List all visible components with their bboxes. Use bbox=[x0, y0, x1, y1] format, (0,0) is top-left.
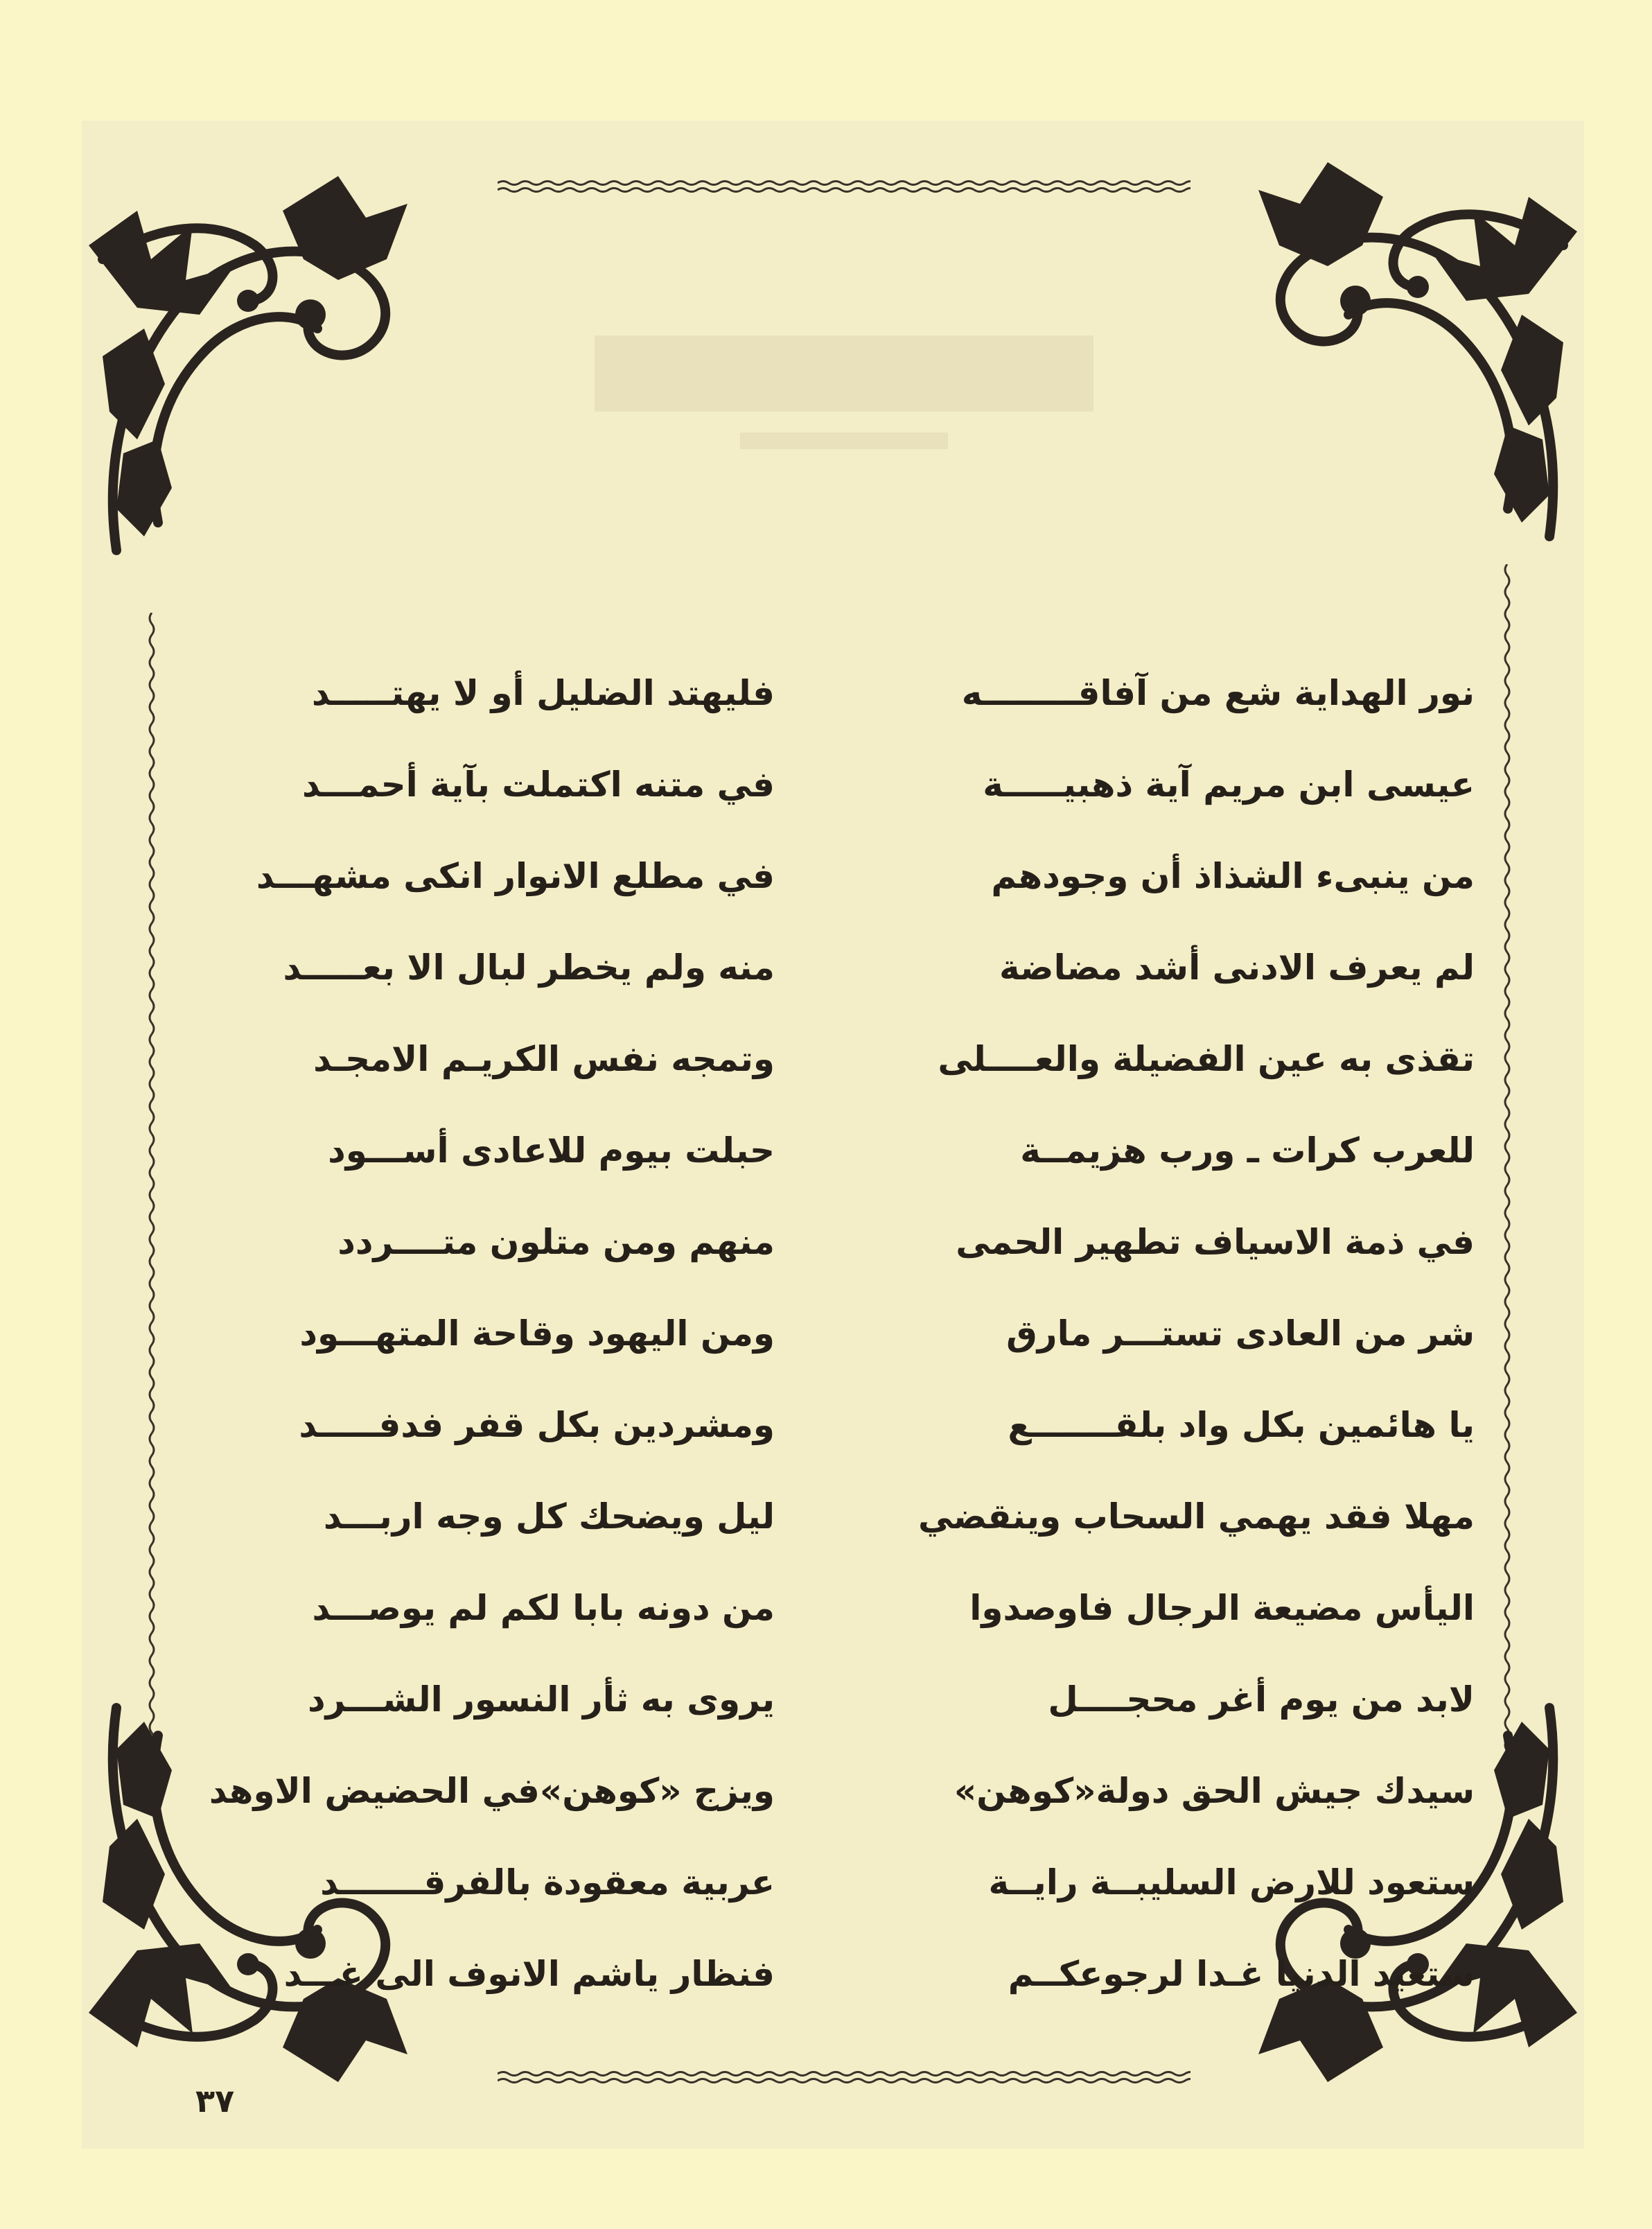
verse-line bbox=[328, 1105, 1475, 1196]
first-hemistich: اليأس مضيعة الرجال فاوصدوا bbox=[969, 1588, 1475, 1628]
verse-line bbox=[308, 1654, 1475, 1745]
verse-line bbox=[299, 1379, 1475, 1471]
verse-line bbox=[312, 1562, 1475, 1654]
first-hemistich: ستعود للارض السليبــة رايــة bbox=[988, 1862, 1475, 1903]
top-wavy-border bbox=[498, 176, 1190, 197]
right-wavy-border bbox=[1497, 564, 1518, 1756]
show-through-shape bbox=[567, 308, 1121, 467]
first-hemistich: من ينبىء الشذاذ أن وجودهم bbox=[991, 856, 1475, 896]
page-number: ٣٧ bbox=[195, 2082, 235, 2119]
verse-line bbox=[209, 1745, 1475, 1837]
verse-line bbox=[320, 1837, 1475, 1928]
second-hemistich: وتمجه نفس الكريـم الامجـد bbox=[313, 1039, 775, 1079]
verse-line bbox=[311, 647, 1475, 739]
second-hemistich: من دونه بابا لكم لم يوصـــد bbox=[312, 1588, 775, 1628]
first-hemistich: لم يعرف الادنى أشد مضاضة bbox=[999, 947, 1475, 988]
first-hemistich: شر من العادى تستـــر مارق bbox=[1006, 1313, 1475, 1354]
second-hemistich: منهم ومن متلون متــــردد bbox=[337, 1222, 775, 1262]
verse-line bbox=[283, 922, 1475, 1013]
second-hemistich: فليهتد الضليل أو لا يهتـــــد bbox=[311, 673, 775, 713]
second-hemistich: في مطلع الانوار انكى مشهـــد bbox=[256, 856, 775, 896]
first-hemistich: يا هائمين بكل واد بلقـــــــع bbox=[1008, 1405, 1475, 1445]
second-hemistich: يروى به ثأر النسور الشـــرد bbox=[308, 1679, 775, 1720]
verse-line bbox=[337, 1196, 1475, 1288]
second-hemistich: عربية معقودة بالفرقـــــــد bbox=[320, 1862, 775, 1903]
first-hemistich: ستعيد الدنيا غـدا لرجوعكــم bbox=[1008, 1954, 1475, 1994]
bottom-wavy-border bbox=[498, 2067, 1190, 2088]
book-page bbox=[82, 121, 1584, 2149]
verse-line bbox=[299, 1288, 1475, 1379]
second-hemistich: ويزج «كوهن»في الحضيض الاوهد bbox=[209, 1771, 775, 1811]
top-left-floral-ornament bbox=[75, 162, 435, 592]
poem bbox=[209, 647, 1475, 2034]
second-hemistich: ومن اليهود وقاحة المتهـــود bbox=[299, 1313, 775, 1354]
first-hemistich: لابد من يوم أغر محجــــل bbox=[1048, 1679, 1475, 1720]
first-hemistich: عيسى ابن مريم آية ذهبيـــــة bbox=[983, 764, 1475, 805]
verse-line bbox=[323, 1471, 1475, 1562]
second-hemistich: ليل ويضحك كل وجه اربـــد bbox=[323, 1496, 775, 1537]
first-hemistich: تقذى به عين الفضيلة والعــــلى bbox=[938, 1039, 1475, 1079]
first-hemistich: نور الهداية شع من آفاقــــــــه bbox=[961, 673, 1475, 713]
first-hemistich: سيدك جيش الحق دولة«كوهن» bbox=[954, 1771, 1475, 1811]
verse-line bbox=[283, 1928, 1475, 2020]
first-hemistich: للعرب كرات ـ ورب هزيمــة bbox=[1020, 1130, 1475, 1171]
second-hemistich: حبلت بيوم للاعادى أســـود bbox=[328, 1130, 775, 1171]
left-wavy-border bbox=[141, 613, 162, 1756]
first-hemistich: في ذمة الاسياف تطهير الحمى bbox=[956, 1222, 1475, 1262]
second-hemistich: منه ولم يخطر لبال الا بعـــــد bbox=[283, 947, 775, 988]
verse-line bbox=[301, 739, 1475, 830]
first-hemistich: مهلا فقد يهمي السحاب وينقضي bbox=[917, 1496, 1475, 1537]
second-hemistich: فنظار ياشم الانوف الى غـــد bbox=[283, 1954, 775, 1994]
top-right-floral-ornament bbox=[1231, 121, 1591, 550]
second-hemistich: ومشردين بكل قفر فدفـــــد bbox=[299, 1405, 775, 1445]
second-hemistich: في متنه اكتملت بآية أحمـــد bbox=[301, 764, 775, 805]
verse-line bbox=[313, 1013, 1475, 1105]
verse-line bbox=[256, 830, 1475, 922]
